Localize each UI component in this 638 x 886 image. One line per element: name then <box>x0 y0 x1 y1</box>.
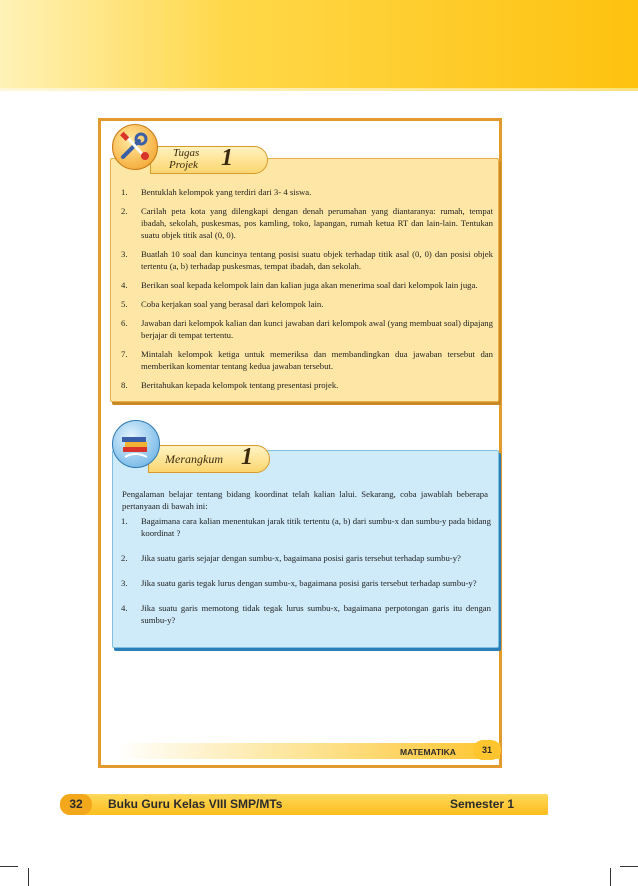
crop-mark <box>620 866 638 867</box>
item-number: 1. <box>121 187 128 197</box>
subject-label: MATEMATIKA <box>400 747 456 757</box>
item-number: 2. <box>121 206 128 216</box>
list-item <box>121 186 493 198</box>
tugas-projek-tag <box>150 146 268 174</box>
item-text: Jika suatu garis tegak lurus dengan sumbu-x, bagaimana posisi garis tersebut terhadap sumbu-y? <box>141 578 477 588</box>
item-text: Coba kerjakan soal yang berasal dari kelompok lain. <box>141 299 324 309</box>
item-text: Bentuklah kelompok yang terdiri dari 3- 4 siswa. <box>141 187 312 197</box>
merangkum-list <box>121 515 491 633</box>
item-number: 4. <box>121 603 128 613</box>
merangkum-number: 1 <box>241 444 253 470</box>
item-number: 7. <box>121 349 128 359</box>
list-item <box>121 298 493 310</box>
item-number: 4. <box>121 280 128 290</box>
tugas-label-line1: Tugas <box>173 147 200 159</box>
list-item <box>121 577 491 589</box>
item-text: Beritahukan kepada kelompok tentang presentasi projek. <box>141 380 339 390</box>
item-number: 6. <box>121 318 128 328</box>
inner-page-number: 31 <box>473 740 501 760</box>
item-number: 1. <box>121 516 128 526</box>
item-number: 3. <box>121 578 128 588</box>
crop-mark <box>0 866 18 867</box>
tools-icon <box>112 124 158 170</box>
item-text: Carilah peta kota yang dilengkapi dengan denah perumahan yang diantaranya: rumah, tempat ibadah, sekolah, puskesmas, pos kamling, toko, lapangan, rumah ketua RT dan lain-lain. Tentukan suatu objek titik asal (0, 0). <box>141 206 493 240</box>
item-text: Jika suatu garis memotong tidak tegak lurus sumbu-x, bagaimana perpotongan garis itu dengan sumbu-y? <box>141 603 491 625</box>
footer-semester: Semester 1 <box>450 797 515 811</box>
item-text: Mintalah kelompok ketiga untuk memeriksa dan membandingkan dua jawaban tersebut dan memberikan komentar tentang kedua jawaban tersebut. <box>141 349 493 371</box>
books-icon <box>112 420 160 468</box>
item-text: Jawaban dari kelompok kalian dan kunci jawaban dari kelompok awal (yang membuat soal) dipajang berjajar di tempat tertentu. <box>141 318 493 340</box>
item-number: 2. <box>121 553 128 563</box>
list-item <box>121 248 493 272</box>
merangkum-label: Merangkum <box>165 452 223 466</box>
item-number: 8. <box>121 380 128 390</box>
list-item <box>121 348 493 372</box>
list-item <box>121 552 491 564</box>
item-number: 3. <box>121 249 128 259</box>
tugas-label-line2: Projek <box>169 159 198 171</box>
footer-book-title: Buku Guru Kelas VIII SMP/MTs <box>108 797 283 811</box>
item-text: Jika suatu garis sejajar dengan sumbu-x, bagaimana posisi garis tersebut terhadap sumbu-y? <box>141 553 461 563</box>
merangkum-tag <box>148 445 270 473</box>
crop-mark <box>28 868 29 886</box>
tugas-list <box>121 186 493 398</box>
list-item <box>121 379 493 391</box>
item-text: Buatlah 10 soal dan kuncinya tentang posisi suatu objek terhadap titik asal (0, 0) dan posisi objek tertentu (a, b) terhadap puskesmas, tempat ibadah, dan sekolah. <box>141 249 493 271</box>
merangkum-intro: Pengalaman belajar tentang bidang koordinat telah kalian lalui. Sekarang, coba jawablah beberapa pertanyaan di bawah ini: <box>122 489 488 511</box>
tugas-number: 1 <box>221 145 233 171</box>
item-number: 5. <box>121 299 128 309</box>
crop-mark <box>610 868 611 886</box>
footer-page-number: 32 <box>60 794 92 815</box>
header-band <box>0 0 638 88</box>
list-item <box>121 279 493 291</box>
item-text: Bagaimana cara kalian menentukan jarak titik tertentu (a, b) dari sumbu-x dan sumbu-y pada bidang koordinat ? <box>141 516 491 538</box>
list-item <box>121 515 491 539</box>
list-item <box>121 205 493 241</box>
list-item <box>121 602 491 626</box>
item-text: Berikan soal kepada kelompok lain dan kalian juga akan menerima soal dari kelompok lain juga. <box>141 280 478 290</box>
list-item <box>121 317 493 341</box>
